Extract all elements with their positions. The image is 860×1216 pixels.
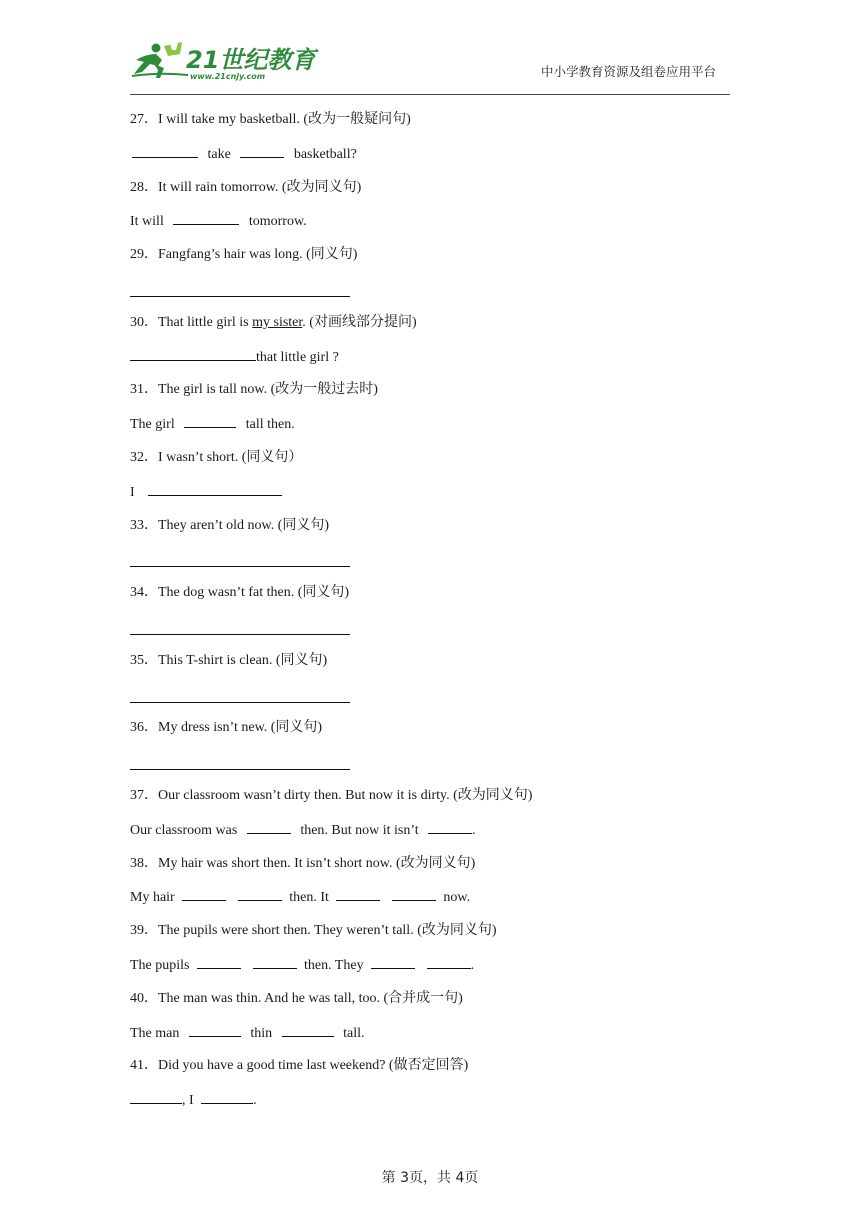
question-list xyxy=(130,109,730,1123)
page-number: 第 3页，共 4页 xyxy=(381,1170,479,1186)
answer-blank[interactable] xyxy=(130,346,256,361)
answer-blank[interactable] xyxy=(182,886,226,901)
question-29-prompt: 29．Fangfang’s hair was long. (同义句) xyxy=(130,247,358,263)
question-37-answer: Our classroom was then. But now it isn’t . xyxy=(130,819,730,853)
runner-logo-icon xyxy=(132,42,188,78)
header-tagline: 中小学教育资源及组卷应用平台 xyxy=(540,64,716,79)
question-40-answer: The man thin tall. xyxy=(130,1022,730,1056)
question-36-answer xyxy=(130,751,730,785)
question-37-prompt: 37．Our classroom wasn’t dirty then. But now it is dirty. (改为同义句) xyxy=(130,787,533,803)
question-39-answer: The pupils then. They . xyxy=(130,954,730,988)
question-29-answer xyxy=(130,278,730,312)
answer-blank[interactable] xyxy=(173,210,239,225)
answer-line[interactable] xyxy=(130,548,350,567)
question-27-prompt: 27．I will take my basketball. (改为一般疑问句) xyxy=(130,112,411,127)
question-38-answer: My hair then. It now. xyxy=(130,886,730,920)
question-31-answer: The girl tall then. xyxy=(130,413,730,447)
answer-blank[interactable] xyxy=(148,481,282,496)
logo-subtext: www.21cnjy.com xyxy=(190,72,266,81)
question-41-answer: , I . xyxy=(130,1089,730,1123)
question-28-answer: It will tomorrow. xyxy=(130,210,730,244)
question-32-prompt: 32．I wasn’t short. (同义句） xyxy=(130,449,303,465)
question-34-prompt: 34．The dog wasn’t fat then. (同义句) xyxy=(130,585,350,601)
question-35-answer xyxy=(130,684,730,718)
question-31-prompt: 31．The girl is tall now. (改为一般过去时) xyxy=(130,382,378,398)
answer-blank[interactable] xyxy=(238,886,282,901)
underlined-phrase: my sister xyxy=(252,314,303,330)
answer-line[interactable] xyxy=(130,616,350,635)
answer-blank[interactable] xyxy=(197,954,241,969)
answer-line[interactable] xyxy=(130,684,350,703)
answer-blank[interactable] xyxy=(428,819,472,834)
question-36-prompt: 36．My dress isn’t new. (同义句) xyxy=(130,720,323,736)
question-30-answer: that little girl ? xyxy=(130,346,730,380)
answer-blank[interactable] xyxy=(201,1089,253,1104)
site-logo xyxy=(130,38,316,82)
answer-line[interactable] xyxy=(130,751,350,770)
answer-blank[interactable] xyxy=(253,954,297,969)
question-32-answer: I xyxy=(130,481,730,515)
question-33-prompt: 33．They aren’t old now. (同义句) xyxy=(130,517,330,533)
question-39-prompt: 39．The pupils were short then. They weren’t tall. (改为同义句) xyxy=(130,923,497,939)
question-28-prompt: 28．It will rain tomorrow. (改为同义句) xyxy=(130,179,362,195)
header-divider xyxy=(130,94,730,95)
answer-blank[interactable] xyxy=(240,143,284,158)
question-33-answer xyxy=(130,548,730,582)
question-41-prompt: 41．Did you have a good time last weekend? (做否定回答) xyxy=(130,1058,469,1074)
answer-blank[interactable] xyxy=(282,1022,334,1037)
question-34-answer xyxy=(130,616,730,650)
answer-blank[interactable] xyxy=(392,886,436,901)
question-35-prompt: 35．This T-shirt is clean. (同义句) xyxy=(130,652,328,668)
answer-blank[interactable] xyxy=(371,954,415,969)
answer-blank[interactable] xyxy=(132,143,198,158)
answer-blank[interactable] xyxy=(427,954,471,969)
question-30-prompt: 30．That little girl is my sister. (对画线部分提问) xyxy=(130,314,417,330)
answer-blank[interactable] xyxy=(247,819,291,834)
question-27-answer: take basketball? xyxy=(130,143,730,177)
question-40-prompt: 40．The man was thin. And he was tall, too. (合并成一句) xyxy=(130,990,463,1006)
answer-blank[interactable] xyxy=(130,1089,182,1104)
answer-blank[interactable] xyxy=(184,413,236,428)
answer-line[interactable] xyxy=(130,278,350,297)
answer-blank[interactable] xyxy=(336,886,380,901)
question-38-prompt: 38．My hair was short then. It isn’t short now. (改为同义句) xyxy=(130,855,476,871)
logo-text: 21世纪教育 xyxy=(186,46,316,74)
answer-blank[interactable] xyxy=(189,1022,241,1037)
